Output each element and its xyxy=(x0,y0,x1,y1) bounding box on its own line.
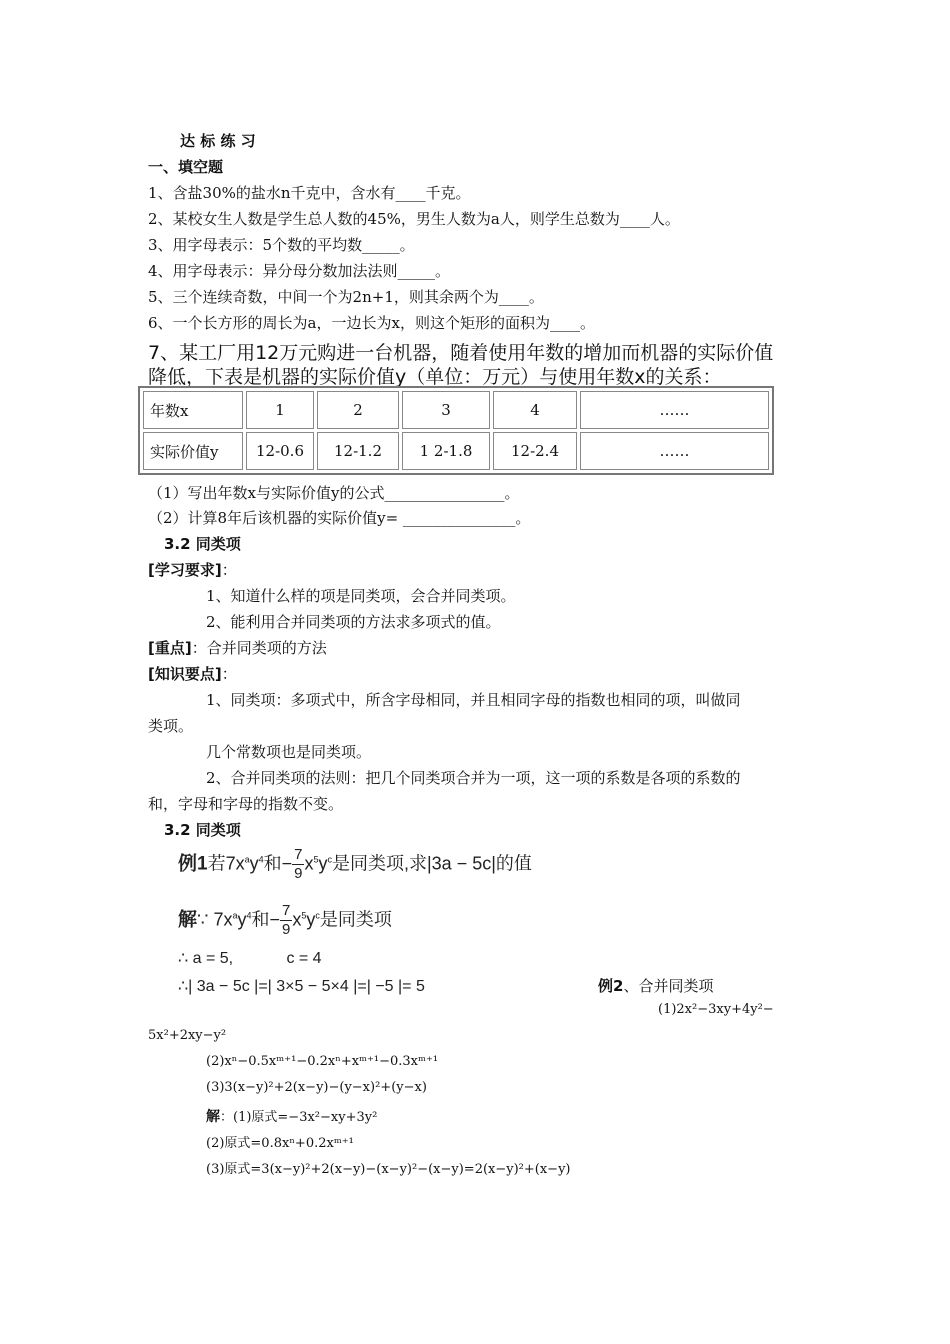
question-1: 1、含盐30%的盐水n千克中，含水有____千克。 xyxy=(148,184,471,202)
table-row xyxy=(143,391,769,429)
answer-3: (3)原式=3(x−y)²+2(x−y)−(x−y)²−(x−y)=2(x−y)²+(x−y) xyxy=(206,1162,571,1177)
math-exp: 5 xyxy=(313,854,319,865)
table-cell: 3 xyxy=(402,391,490,429)
answer-1-text: ：(1)原式=−3x²−xy+3y² xyxy=(220,1110,378,1125)
requirements-label: [学习要求] xyxy=(148,561,222,579)
exercise-title: 达 标 练 习 xyxy=(180,132,256,150)
math-exp: 4 xyxy=(258,854,264,865)
math-exp: a xyxy=(232,910,238,921)
math-text: y xyxy=(318,853,328,874)
solution-1-line3: ∴| 3a − 5c |=| 3×5 − 5×4 |=| −5 |= 5 xyxy=(178,978,425,995)
answer-1 xyxy=(206,1106,377,1126)
table-cell: 12-2.4 xyxy=(493,432,577,470)
solution-1-line2: ∴ a = 5, c = 4 xyxy=(178,950,322,967)
math-text: − xyxy=(269,909,281,930)
math-exp: c xyxy=(315,910,320,921)
knowledge-3-line1: 2、合并同类项的法则：把几个同类项合并为一项，这一项的系数是各项的系数的 xyxy=(206,769,741,787)
math-exp: c xyxy=(327,854,332,865)
knowledge-label: [知识要点] xyxy=(148,665,222,683)
table-cell: 年数x xyxy=(143,391,243,429)
requirements-colon: ： xyxy=(221,561,237,579)
knowledge-heading xyxy=(148,663,237,684)
math-text: x xyxy=(304,853,314,874)
fraction xyxy=(280,902,292,939)
math-text: 是同类项 xyxy=(319,909,392,930)
denominator: 9 xyxy=(282,921,291,938)
knowledge-1-line2: 类项。 xyxy=(148,717,194,735)
example-2-part3: (3)3(x−y)²+2(x−y)−(y−x)²+(y−x) xyxy=(206,1080,427,1095)
solution-1-label: 解 xyxy=(178,909,198,931)
example-2-part2: (2)xⁿ−0.5xᵐ⁺¹−0.2xⁿ+xᵐ⁺¹−0.3xᵐ⁺¹ xyxy=(206,1054,439,1069)
example-2-title: 、合并同类项 xyxy=(623,977,714,995)
math-exp: 4 xyxy=(246,910,252,921)
sub-question-1: （1）写出年数x与实际价值y的公式________________。 xyxy=(148,484,520,502)
key-point-label: [重点] xyxy=(148,639,192,657)
example-2-label: 例2 xyxy=(598,977,624,995)
math-text: y xyxy=(306,909,316,930)
table-row xyxy=(143,432,769,470)
requirement-2: 2、能利用合并同类项的方法求多项式的值。 xyxy=(206,613,501,631)
math-text: 和 xyxy=(263,853,282,874)
table-cell: 1 xyxy=(246,391,314,429)
example-2-heading xyxy=(598,975,713,996)
example-2-part1-line1: (1)2x²−3xy+4y²− xyxy=(658,1002,774,1017)
table-cell: …… xyxy=(580,391,769,429)
question-2: 2、某校女生人数是学生总人数的45%，男生人数为a人，则学生总数为____人。 xyxy=(148,210,680,228)
answer-label: 解 xyxy=(206,1109,220,1125)
example-1 xyxy=(178,846,532,883)
table-cell: 实际价值y xyxy=(143,432,243,470)
math-text: 和 xyxy=(251,909,270,930)
table-cell: 1 2-1.8 xyxy=(402,432,490,470)
sub-question-2: （2）计算8年后该机器的实际价值y= _______________。 xyxy=(148,509,531,527)
answer-2: (2)原式=0.8xⁿ+0.2xᵐ⁺¹ xyxy=(206,1136,354,1151)
math-exp: a xyxy=(244,854,250,865)
knowledge-colon: ： xyxy=(221,665,237,683)
knowledge-2: 几个常数项也是同类项。 xyxy=(206,743,372,761)
math-text: 若7x xyxy=(207,853,245,874)
math-exp: 5 xyxy=(301,910,307,921)
table-cell: …… xyxy=(580,432,769,470)
math-text: y xyxy=(249,853,259,874)
key-point xyxy=(148,637,327,658)
table-cell: 4 xyxy=(493,391,577,429)
table-cell: 12-0.6 xyxy=(246,432,314,470)
knowledge-3-line2: 和，字母和字母的指数不变。 xyxy=(148,795,344,813)
math-text: 是同类项,求|3a − 5c|的值 xyxy=(332,853,532,874)
solution-1 xyxy=(178,902,392,939)
knowledge-1-line1: 1、同类项：多项式中，所含字母相同，并且相同字母的指数也相同的项，叫做同 xyxy=(206,691,741,709)
math-text: x xyxy=(292,909,302,930)
key-point-text: ：合并同类项的方法 xyxy=(191,639,327,657)
value-table xyxy=(138,386,774,475)
question-7-line2: 降低，下表是机器的实际价值y（单位：万元）与使用年数x的关系： xyxy=(148,366,722,388)
table-cell: 12-1.2 xyxy=(317,432,399,470)
question-7-line1: 7、某工厂用12万元购进一台机器，随着使用年数的增加而机器的实际价值 xyxy=(148,342,774,364)
requirements-heading xyxy=(148,559,237,580)
example-1-label: 例1 xyxy=(178,853,208,875)
math-text: ∵ 7x xyxy=(197,909,233,930)
math-text: − xyxy=(281,853,293,874)
section-heading: 3.2 同类项 xyxy=(164,535,241,553)
question-4: 4、用字母表示：异分母分数加法法则_____。 xyxy=(148,262,451,280)
question-5: 5、三个连续奇数，中间一个为2n+1，则其余两个为____。 xyxy=(148,288,544,306)
fraction xyxy=(292,846,304,883)
math-text: y xyxy=(237,909,247,930)
question-6: 6、一个长方形的周长为a，一边长为x，则这个矩形的面积为____。 xyxy=(148,314,595,332)
question-3: 3、用字母表示：5个数的平均数_____。 xyxy=(148,236,415,254)
numerator: 7 xyxy=(294,846,303,863)
requirement-1: 1、知道什么样的项是同类项，会合并同类项。 xyxy=(206,587,516,605)
section-heading-2: 3.2 同类项 xyxy=(164,821,241,839)
denominator: 9 xyxy=(294,865,303,882)
numerator: 7 xyxy=(282,902,291,919)
example-2-part1-line2: 5x²+2xy−y² xyxy=(148,1028,227,1043)
table-cell: 2 xyxy=(317,391,399,429)
section-fill-blank: 一、填空题 xyxy=(148,158,224,176)
